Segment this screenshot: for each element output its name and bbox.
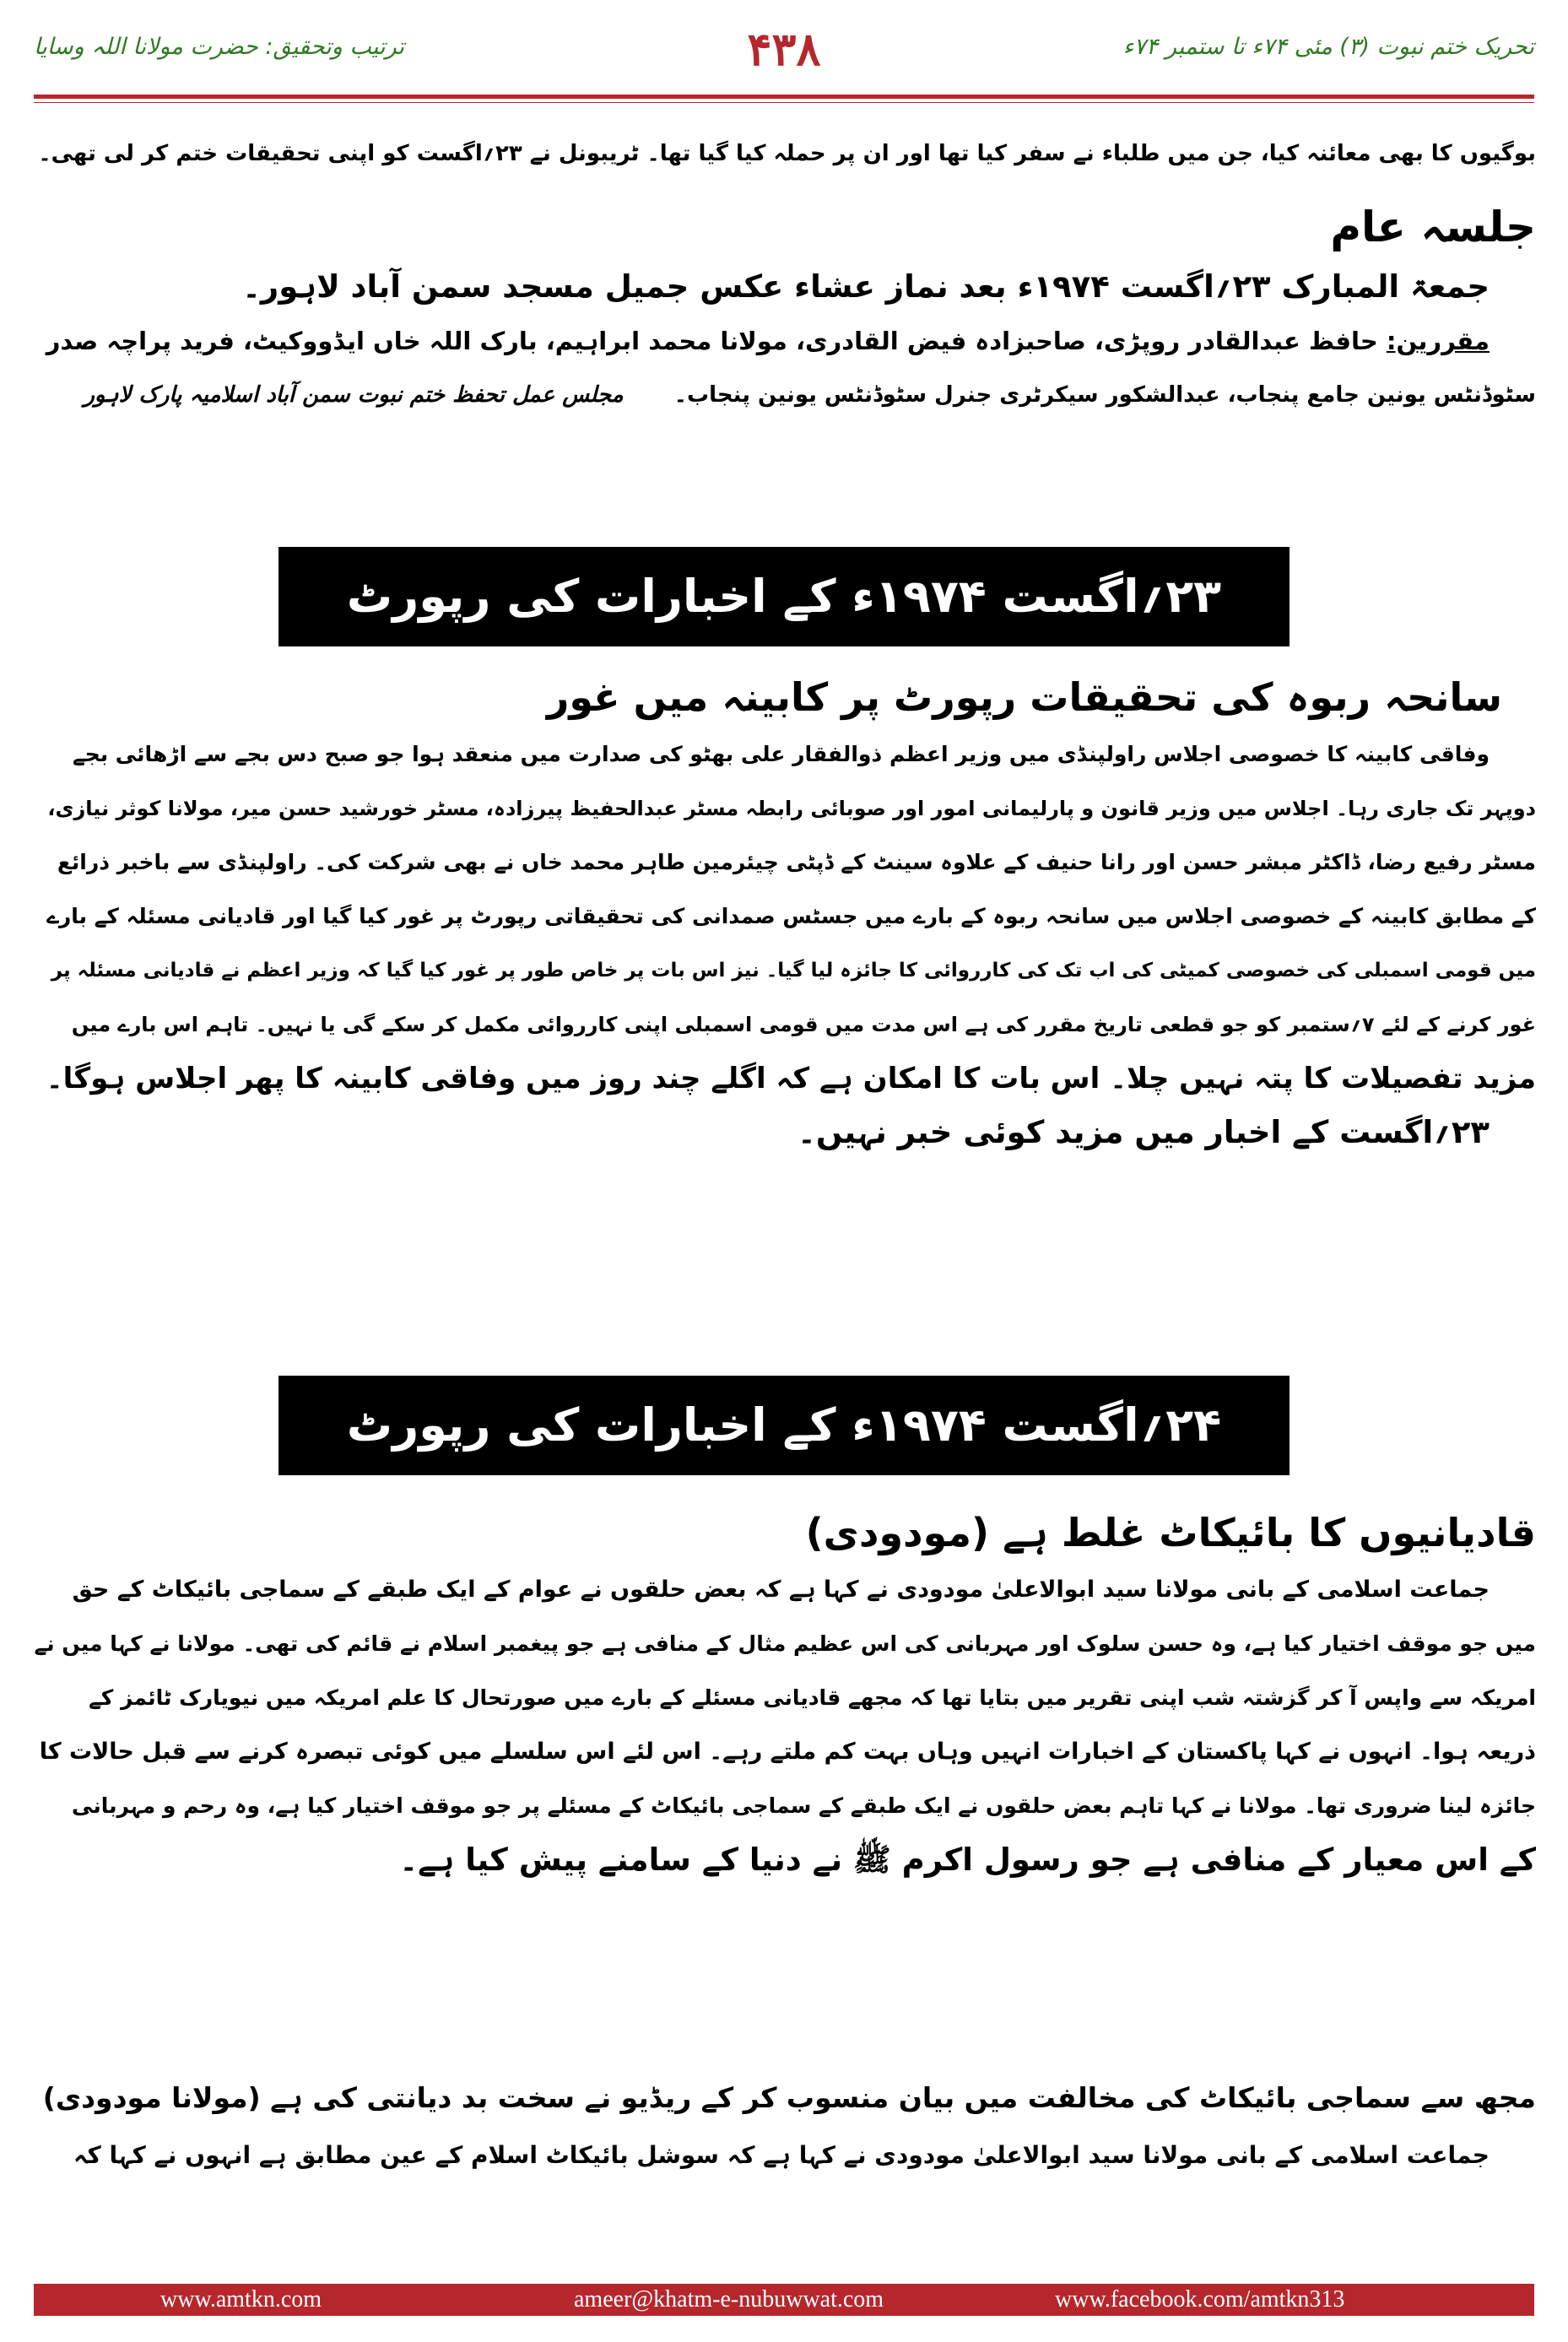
- speakers-list: حافظ عبدالقادر روپڑی، صاحبزادہ فیض القادری، مولانا محمد ابراہیم، بارک اللہ خاں ایڈووکیٹ، فرید پراچہ صدر: [46, 327, 1387, 355]
- compiler-credit: ترتیب وتحقیق: حضرت مولانا اللہ وسایا: [34, 34, 404, 60]
- paragraph-line: جماعت اسلامی کے بانی مولانا سید ابوالاعلیٰ مودودی نے کہا ہے کہ سوشل بائیکاٹ اسلام کے عین مطابق ہے انہوں نے کہا کہ: [73, 2141, 1490, 2169]
- no-more-news-line: ۲۳؍اگست کے اخبار میں مزید کوئی خبر نہیں۔: [798, 1114, 1490, 1150]
- jalsa-line-1: جمعۃ المبارک ۲۳؍اگست ۱۹۷۴ء بعد نماز عشاء عکس جمیل مسجد سمن آباد لاہور۔: [242, 268, 1490, 305]
- section-banner-24-august: ۲۴؍اگست ۱۹۷۴ء کے اخبارات کی رپورٹ: [278, 1376, 1290, 1475]
- paragraph-line: ذریعہ ہوا۔ انہوں نے کہا پاکستان کے اخبارات انہیں وہاں بہت کم ملتے رہے۔ اس لئے اس سلسلے میں کوئی تبصرہ کرنے سے قبل حالات کا: [39, 1739, 1536, 1765]
- paragraph-line: کے اس معیار کے منافی ہے جو رسول اکرم ﷺ نے دنیا کے سامنے پیش کیا ہے۔: [399, 1842, 1536, 1878]
- section-banner-23-august: ۲۳؍اگست ۱۹۷۴ء کے اخبارات کی رپورٹ: [278, 547, 1290, 646]
- page-header: [34, 22, 1534, 84]
- jalsa-heading: جلسہ عام: [1330, 203, 1536, 252]
- paragraph-line: جماعت اسلامی کے بانی مولانا سید ابوالاعلیٰ مودودی نے کہا ہے کہ بعض حلقوں نے عوام کے ایک طبقے کے سماجی بائیکاٹ کے حق: [72, 1577, 1490, 1603]
- paragraph-line: کے مطابق کابینہ کے خصوصی اجلاس میں سانحہ ربوہ کے بارے میں جسٹس صمدانی کی تحقیقاتی رپورٹ پر غور کیا گیا اور قادیانی مسئلہ کے بارے: [46, 904, 1536, 928]
- page-footer: [34, 2284, 1534, 2316]
- paragraph-line: مسٹر رفیع رضا، ڈاکٹر مبشر حسن اور رانا حنیف کے علاوہ سینٹ کے ڈپٹی چیئرمین طاہر محمد خاں نے بھی شرکت کی۔ راولپنڈی سے باخبر ذرائع: [57, 850, 1536, 874]
- jalsa-line-2: [32, 314, 1490, 368]
- facebook-link[interactable]: www.facebook.com/amtkn313: [1055, 2286, 1345, 2312]
- page-number: ۴۳۸: [747, 22, 821, 76]
- organizer: مجلس عمل تحفظ ختم نبوت سمن آباد اسلامیہ پارک لاہور: [84, 382, 624, 408]
- boycott-heading: قادیانیوں کا بائیکاٹ غلط ہے (مودودی): [805, 1510, 1536, 1555]
- paragraph-line: میں قومی اسمبلی کی خصوصی کمیٹی کی اب تک کی کارروائی کا جائزہ لیا گیا۔ نیز اس بات پر خاص طور پر غور کیا گیا کہ وزیر اعظم نے قادیانی مسئلہ پر: [51, 960, 1536, 982]
- paragraph-line: وفاقی کابینہ کا خصوصی اجلاس راولپنڈی میں وزیر اعظم ذوالفقار علی بھٹو کی صدارت میں منعقد ہوا جو صبح دس بجے سے اڑھائی بجے: [73, 742, 1490, 766]
- paragraph-line: امریکہ سے واپس آ کر گزشتہ شب اپنی تقریر میں بتایا تھا کہ مجھے قادیانی مسئلے کے بارے میں صورتحال کا علم امریکہ میں نیویارک ٹائمز کے: [89, 1685, 1536, 1710]
- intro-paragraph: [32, 127, 1536, 181]
- intro-line: بوگیوں کا بھی معائنہ کیا، جن میں طلباء نے سفر کیا تھا اور ان پر حملہ کیا گیا تھا۔ ٹریبونل نے ۲۳؍اگست کو اپنی تحقیقات ختم کر لی تھی۔: [38, 141, 1536, 166]
- paragraph-line: دوپہر تک جاری رہا۔ اجلاس میں وزیر قانون و پارلیمانی امور اور صوبائی رابطہ مسٹر عبدالحفیظ پیرزادہ، مسٹر خورشید حسن میر، مولانا کوثر نیازی،: [47, 797, 1536, 820]
- radio-heading: مجھ سے سماجی بائیکاٹ کی مخالفت میں بیان منسوب کر کے ریڈیو نے سخت بد دیانتی کی ہے (مولانا مودودی): [42, 2081, 1536, 2114]
- cabinet-heading: سانحہ ربوہ کی تحقیقات رپورٹ پر کابینہ میں غور: [546, 674, 1502, 720]
- speakers-label: مقررین:: [1386, 327, 1490, 355]
- website-link[interactable]: www.amtkn.com: [160, 2286, 322, 2312]
- header-divider: [34, 95, 1534, 99]
- cabinet-report-section: [32, 667, 1536, 1160]
- boycott-section: [32, 1502, 1536, 1887]
- radio-statement-section: [32, 2068, 1536, 2182]
- jalsa-line-3: [32, 368, 1536, 422]
- paragraph-line: میں جو موقف اختیار کیا ہے، وہ حسن سلوک اور مہربانی کی اس عظیم مثال کے منافی ہے جو پیغمبر اسلام نے قائم کی تھی۔ مولانا نے کہا میں نے: [34, 1631, 1536, 1656]
- book-title: تحریک ختم نبوت (۳) مئی ۷۴ء تا ستمبر ۷۴ء: [1122, 34, 1534, 60]
- header-divider-thin: [34, 102, 1534, 103]
- paragraph-line: جائزہ لینا ضروری تھا۔ مولانا نے کہا تاہم بعض حلقوں نے ایک طبقے کے سماجی بائیکاٹ کے مسئلے پر جو موقف اختیار کیا ہے، وہ رحم و مہربانی: [72, 1793, 1536, 1818]
- paragraph-line: غور کرنے کے لئے ۷؍ستمبر کو جو قطعی تاریخ مقرر کی ہے اس مدت میں قومی اسمبلی اپنی کارروائی مکمل کر سکے گی یا نہیں۔ تاہم اس بارے میں: [71, 1013, 1536, 1036]
- email-link[interactable]: ameer@khatm-e-nubuwwat.com: [574, 2286, 884, 2312]
- speakers-list-cont: سٹوڈنٹس یونین جامع پنجاب، عبدالشکور سیکرٹری جنرل سٹوڈنٹس یونین پنجاب۔: [673, 382, 1536, 408]
- paragraph-line: مزید تفصیلات کا پتہ نہیں چلا۔ اس بات کا امکان ہے کہ اگلے چند روز میں وفاقی کابینہ کا پھر اجلاس ہوگا۔: [46, 1062, 1536, 1095]
- jalsa-section: [32, 194, 1536, 422]
